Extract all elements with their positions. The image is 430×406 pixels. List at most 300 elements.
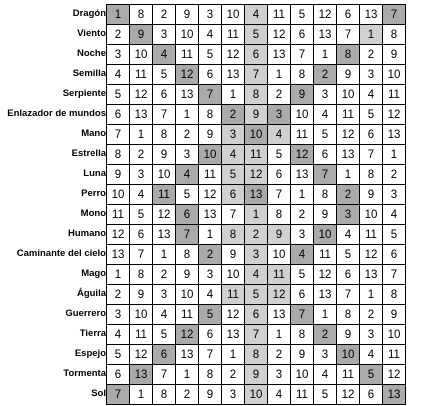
grid-cell: 9 (245, 105, 268, 125)
grid-cell: 5 (360, 105, 383, 125)
grid-cell: 13 (222, 325, 245, 345)
grid-cell: 8 (268, 205, 291, 225)
grid-cell: 13 (337, 145, 360, 165)
grid-cell: 10 (107, 185, 130, 205)
grid-cell: 3 (360, 325, 383, 345)
row-label: Tormenta (63, 368, 106, 379)
grid-cell: 3 (291, 225, 314, 245)
grid-cell: 3 (107, 305, 130, 325)
grid-cell: 13 (360, 265, 383, 285)
grid-cell: 6 (107, 105, 130, 125)
grid-cell: 8 (314, 185, 337, 205)
grid-cell: 8 (199, 365, 222, 385)
grid-cell: 13 (176, 85, 199, 105)
grid-cell: 1 (360, 285, 383, 305)
grid-cell: 4 (383, 205, 406, 225)
grid-cell: 1 (130, 385, 153, 405)
grid-cell: 1 (314, 305, 337, 325)
grid-cell: 4 (314, 365, 337, 385)
grid-cell: 9 (153, 145, 176, 165)
grid-cell: 3 (245, 245, 268, 265)
grid-cell: 2 (360, 305, 383, 325)
grid-cell: 2 (130, 145, 153, 165)
grid-cell: 1 (107, 265, 130, 285)
grid-cell: 7 (130, 245, 153, 265)
grid-cell: 3 (268, 365, 291, 385)
grid-cell: 13 (268, 305, 291, 325)
grid-cell: 2 (268, 345, 291, 365)
grid-cell: 7 (337, 285, 360, 305)
grid-cell: 1 (383, 145, 406, 165)
grid-cell: 11 (337, 105, 360, 125)
grid-cell: 13 (268, 45, 291, 65)
grid-cell: 13 (222, 65, 245, 85)
grid-cell: 9 (291, 345, 314, 365)
row-label: Mago (81, 268, 106, 279)
grid-cell: 3 (222, 125, 245, 145)
grid-cell: 11 (337, 365, 360, 385)
table-row (107, 385, 406, 405)
grid-cell: 13 (130, 365, 153, 385)
grid-cell: 4 (199, 25, 222, 45)
grid-cell: 10 (130, 305, 153, 325)
grid-cell: 11 (199, 165, 222, 185)
grid-cell: 1 (222, 85, 245, 105)
row-label: Sol (91, 388, 106, 399)
table-row (107, 125, 406, 145)
grid-cell: 6 (153, 345, 176, 365)
grid-cell: 10 (383, 65, 406, 85)
grid-cell: 6 (291, 285, 314, 305)
grid-cell: 1 (153, 245, 176, 265)
row-label: Guerrero (65, 308, 106, 319)
grid-cell: 10 (383, 325, 406, 345)
grid-cell: 9 (314, 205, 337, 225)
grid-cell: 11 (222, 25, 245, 45)
grid-cell: 2 (314, 65, 337, 85)
grid-cell: 4 (107, 65, 130, 85)
grid-cell: 6 (153, 85, 176, 105)
grid-cell: 11 (245, 145, 268, 165)
grid-cell: 1 (176, 365, 199, 385)
grid-cell: 5 (337, 245, 360, 265)
grid-cell: 13 (291, 165, 314, 185)
grid-cell: 12 (383, 105, 406, 125)
grid-cell: 13 (176, 345, 199, 365)
grid-cell: 6 (268, 165, 291, 185)
grid-cell: 9 (268, 225, 291, 245)
grid-cell: 4 (176, 165, 199, 185)
grid-cell: 13 (383, 385, 406, 405)
grid-cell: 12 (383, 365, 406, 385)
grid-cell: 10 (268, 245, 291, 265)
grid-cell: 9 (176, 5, 199, 25)
grid-cell: 5 (245, 25, 268, 45)
grid-cell: 8 (360, 165, 383, 185)
table-row (107, 165, 406, 185)
grid-cell: 12 (314, 5, 337, 25)
grid-cell: 6 (383, 245, 406, 265)
row-label: Espejo (74, 348, 106, 359)
grid-cell: 12 (176, 325, 199, 345)
grid-cell: 11 (176, 305, 199, 325)
grid-cell: 9 (383, 305, 406, 325)
grid-cell: 13 (314, 25, 337, 45)
number-grid (106, 4, 406, 405)
grid-cell: 11 (222, 285, 245, 305)
grid-cell: 9 (337, 65, 360, 85)
grid-cell: 1 (199, 225, 222, 245)
grid-cell: 11 (291, 125, 314, 145)
grid-cell: 10 (130, 45, 153, 65)
grid-cell: 1 (337, 165, 360, 185)
grid-cell: 10 (153, 165, 176, 185)
grid-cell: 7 (314, 165, 337, 185)
grid-cell: 5 (383, 225, 406, 245)
grid-cell: 5 (360, 365, 383, 385)
row-label: Mano (81, 128, 106, 139)
grid-cell: 1 (268, 65, 291, 85)
grid-cell: 3 (268, 105, 291, 125)
grid-cell: 9 (107, 165, 130, 185)
grid-cell: 9 (383, 45, 406, 65)
grid-cell: 8 (107, 145, 130, 165)
row-label: Tierra (79, 328, 106, 339)
row-label: Noche (76, 48, 106, 59)
row-label: Estrella (71, 148, 106, 159)
grid-cell: 6 (199, 65, 222, 85)
grid-cell: 13 (199, 205, 222, 225)
grid-cell: 5 (268, 145, 291, 165)
grid-cell: 4 (130, 185, 153, 205)
grid-cell: 2 (337, 185, 360, 205)
grid-cell: 11 (268, 265, 291, 285)
table-row (107, 85, 406, 105)
grid-cell: 1 (314, 45, 337, 65)
grid-cell: 5 (245, 285, 268, 305)
grid-cell: 2 (107, 285, 130, 305)
grid-cell: 11 (314, 245, 337, 265)
grid-cell: 3 (130, 165, 153, 185)
grid-cell: 8 (383, 285, 406, 305)
grid-cell: 7 (107, 385, 130, 405)
grid-cell: 12 (245, 165, 268, 185)
grid-cell: 7 (107, 125, 130, 145)
grid-cell: 10 (199, 145, 222, 165)
grid-cell: 2 (222, 105, 245, 125)
grid-cell: 8 (153, 125, 176, 145)
grid-cell: 10 (222, 265, 245, 285)
grid-cell: 10 (176, 25, 199, 45)
grid-cell: 6 (337, 265, 360, 285)
grid-cell: 2 (314, 325, 337, 345)
grid-cell: 12 (130, 345, 153, 365)
grid-cell: 12 (176, 65, 199, 85)
grid-cell: 3 (337, 205, 360, 225)
grid-cell: 2 (199, 245, 222, 265)
row-label: Caminante del cielo (16, 248, 106, 259)
grid-cell: 10 (291, 365, 314, 385)
grid-cell: 12 (291, 145, 314, 165)
table-row (107, 245, 406, 265)
grid-cell: 5 (153, 325, 176, 345)
grid-cell: 10 (314, 225, 337, 245)
grid-cell: 12 (107, 225, 130, 245)
table-row (107, 345, 406, 365)
grid-cell: 2 (107, 25, 130, 45)
grid-cell: 5 (199, 45, 222, 65)
grid-cell: 11 (383, 345, 406, 365)
grid-cell: 4 (199, 285, 222, 305)
row-label: Viento (77, 28, 106, 39)
row-label: Águila (76, 288, 106, 299)
grid-cell: 8 (176, 245, 199, 265)
grid-cell: 2 (176, 385, 199, 405)
grid-cell: 5 (222, 165, 245, 185)
grid-cell: 8 (245, 85, 268, 105)
grid-cell: 4 (268, 385, 291, 405)
grid-cell: 5 (107, 345, 130, 365)
grid-cell: 12 (222, 45, 245, 65)
grid-cell: 7 (245, 325, 268, 345)
table-row (107, 25, 406, 45)
grid-cell: 13 (130, 105, 153, 125)
grid-cell: 9 (360, 185, 383, 205)
grid-cell: 7 (199, 345, 222, 365)
grid-cell: 4 (222, 145, 245, 165)
grid-cell: 5 (314, 125, 337, 145)
grid-cell: 11 (291, 385, 314, 405)
grid-cell: 7 (360, 145, 383, 165)
grid-cell: 13 (107, 245, 130, 265)
row-label: Serpiente (62, 88, 106, 99)
grid-cell: 10 (245, 385, 268, 405)
grid-cell: 13 (153, 225, 176, 245)
grid-cell: 11 (130, 65, 153, 85)
grid-cell: 2 (176, 125, 199, 145)
grid-cell: 4 (245, 265, 268, 285)
grid-cell: 1 (291, 185, 314, 205)
grid-cell: 7 (153, 365, 176, 385)
grid-cell: 6 (337, 5, 360, 25)
grid-cell: 4 (245, 5, 268, 25)
grid-cell: 10 (337, 85, 360, 105)
grid-cell: 12 (268, 25, 291, 45)
table-row (107, 185, 406, 205)
grid-cell: 3 (176, 145, 199, 165)
grid-cell: 10 (360, 205, 383, 225)
grid-cell: 12 (268, 285, 291, 305)
table-row (107, 105, 406, 125)
grid-cell: 10 (222, 5, 245, 25)
grid-cell: 3 (153, 285, 176, 305)
grid-cell: 10 (176, 285, 199, 305)
grid-cell: 5 (314, 385, 337, 405)
grid-cell: 12 (130, 85, 153, 105)
grid-cell: 8 (291, 65, 314, 85)
table-row (107, 65, 406, 85)
grid-cell: 5 (107, 85, 130, 105)
grid-cell: 7 (291, 45, 314, 65)
grid-cell: 3 (360, 65, 383, 85)
grid-cell: 8 (130, 265, 153, 285)
grid-cell: 3 (199, 265, 222, 285)
grid-cell: 11 (176, 45, 199, 65)
grid-cell: 7 (337, 25, 360, 45)
row-label: Enlazador de mundos (7, 108, 106, 119)
grid-cell: 3 (314, 345, 337, 365)
grid-cell: 1 (107, 5, 130, 25)
grid-cell: 11 (130, 325, 153, 345)
grid-cell: 6 (176, 205, 199, 225)
grid-cell: 2 (222, 365, 245, 385)
grid-cell: 13 (314, 285, 337, 305)
grid-cell: 4 (107, 325, 130, 345)
grid-cell: 4 (268, 125, 291, 145)
grid-cell: 3 (153, 25, 176, 45)
row-label: Dragón (72, 8, 106, 19)
table-row (107, 325, 406, 345)
grid-cell: 12 (153, 205, 176, 225)
grid-cell: 11 (383, 85, 406, 105)
grid-cell: 1 (245, 205, 268, 225)
grid-cell: 8 (222, 225, 245, 245)
grid-cell: 5 (291, 265, 314, 285)
grid-cell: 7 (245, 65, 268, 85)
grid-cell: 1 (176, 105, 199, 125)
grid-cell: 2 (153, 265, 176, 285)
grid-cell: 4 (153, 45, 176, 65)
grid-cell: 1 (130, 125, 153, 145)
grid-cell: 5 (291, 5, 314, 25)
table-row (107, 205, 406, 225)
grid-cell: 12 (337, 125, 360, 145)
grid-cell: 7 (222, 205, 245, 225)
grid-cell: 8 (245, 345, 268, 365)
grid-cell: 6 (360, 385, 383, 405)
grid-cell: 7 (199, 85, 222, 105)
grid-cell: 7 (383, 5, 406, 25)
grid-cell: 1 (222, 345, 245, 365)
grid-cell: 7 (291, 305, 314, 325)
grid-cell: 9 (176, 265, 199, 285)
grid-cell: 3 (314, 85, 337, 105)
grid-cell: 9 (222, 245, 245, 265)
grid-cell: 9 (130, 25, 153, 45)
grid-cell: 4 (360, 345, 383, 365)
grid-cell: 8 (291, 325, 314, 345)
grid-cell: 12 (337, 385, 360, 405)
grid-cell: 7 (383, 265, 406, 285)
grid-cell: 4 (291, 245, 314, 265)
grid-cell: 2 (291, 205, 314, 225)
table-row (107, 285, 406, 305)
grid-cell: 9 (245, 365, 268, 385)
table-row (107, 45, 406, 65)
grid-cell: 8 (383, 25, 406, 45)
grid-cell: 1 (268, 325, 291, 345)
table-row (107, 365, 406, 385)
grid-cell: 6 (245, 305, 268, 325)
grid-cell: 3 (199, 5, 222, 25)
grid-cell: 5 (176, 185, 199, 205)
grid-cell: 9 (337, 325, 360, 345)
grid-cell: 8 (130, 5, 153, 25)
grid-cell: 4 (337, 225, 360, 245)
row-label: Perro (81, 188, 106, 199)
grid-cell: 6 (291, 25, 314, 45)
grid-cell: 6 (107, 365, 130, 385)
grid-cell: 2 (153, 5, 176, 25)
grid-cell: 12 (314, 265, 337, 285)
grid-cell: 7 (268, 185, 291, 205)
grid-cell: 5 (153, 65, 176, 85)
grid-cell: 5 (130, 205, 153, 225)
table-row (107, 5, 406, 25)
row-label: Humano (68, 228, 106, 239)
grid-cell: 6 (199, 325, 222, 345)
grid-cell: 5 (199, 305, 222, 325)
grid-cell: 3 (222, 385, 245, 405)
grid-cell: 9 (291, 85, 314, 105)
grid-cell: 6 (360, 125, 383, 145)
grid-cell: 2 (360, 45, 383, 65)
grid-cell: 3 (107, 45, 130, 65)
grid-cell: 4 (153, 305, 176, 325)
grid-cell: 8 (153, 385, 176, 405)
grid-cell: 12 (222, 305, 245, 325)
grid-cell: 8 (337, 305, 360, 325)
grid-cell: 4 (360, 85, 383, 105)
grid-cell: 11 (360, 225, 383, 245)
grid-cell: 6 (314, 145, 337, 165)
grid-cell: 3 (383, 185, 406, 205)
grid-cell: 4 (314, 105, 337, 125)
grid-cell: 2 (268, 85, 291, 105)
grid-cell: 8 (199, 105, 222, 125)
grid-cell: 1 (360, 25, 383, 45)
grid-cell: 9 (199, 385, 222, 405)
table-row (107, 265, 406, 285)
table-row (107, 305, 406, 325)
grid-cell: 2 (383, 165, 406, 185)
grid-cell: 6 (222, 185, 245, 205)
row-label: Semilla (72, 68, 106, 79)
grid-cell: 6 (130, 225, 153, 245)
grid-cell: 9 (199, 125, 222, 145)
grid-cell: 10 (245, 125, 268, 145)
grid-cell: 9 (130, 285, 153, 305)
grid-cell: 13 (360, 5, 383, 25)
grid-cell: 12 (360, 245, 383, 265)
grid-cell: 13 (383, 125, 406, 145)
grid-cell: 13 (245, 185, 268, 205)
table-row (107, 225, 406, 245)
grid-cell: 10 (337, 345, 360, 365)
grid-cell: 10 (291, 105, 314, 125)
grid-cell: 8 (337, 45, 360, 65)
grid-cell: 12 (199, 185, 222, 205)
grid-cell: 2 (245, 225, 268, 245)
row-label: Luna (83, 168, 106, 179)
table-row (107, 145, 406, 165)
grid-cell: 11 (107, 205, 130, 225)
grid-cell: 6 (245, 45, 268, 65)
row-label: Mono (80, 208, 106, 219)
grid-cell: 11 (268, 5, 291, 25)
grid-cell: 7 (176, 225, 199, 245)
grid-cell: 7 (153, 105, 176, 125)
